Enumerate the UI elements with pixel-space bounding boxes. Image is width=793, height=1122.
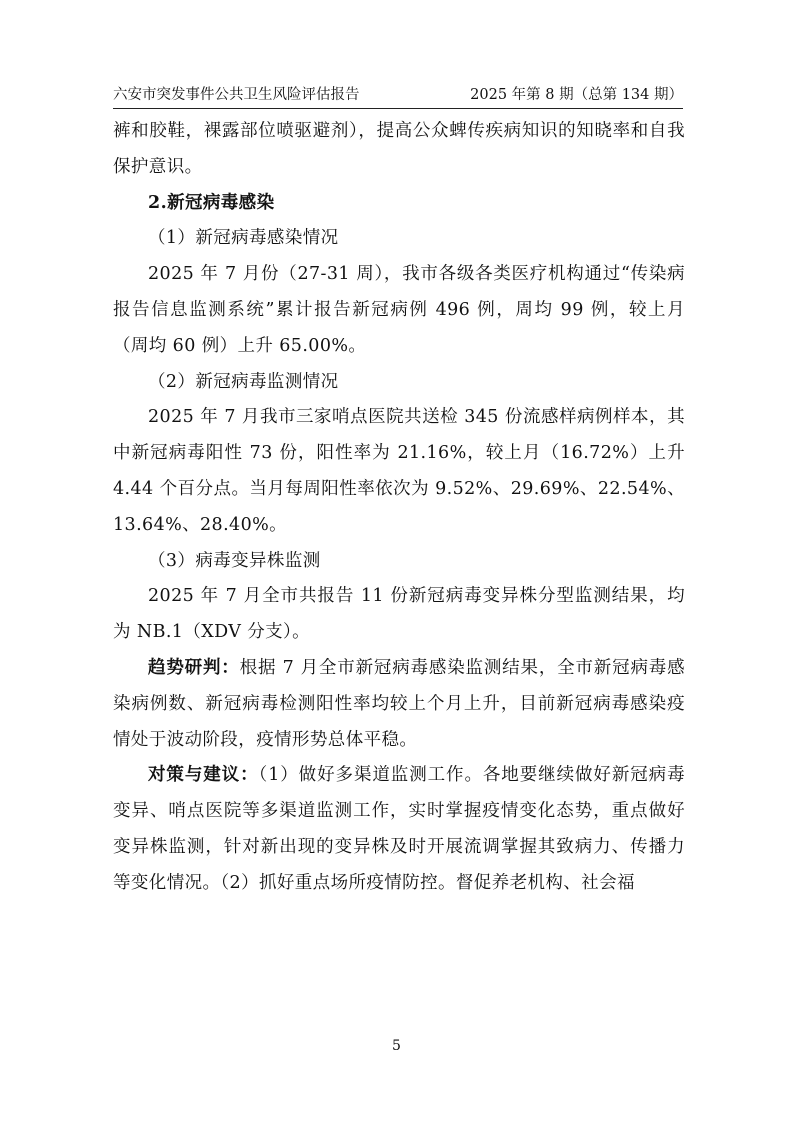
- issue-number-header: 2025 年第 8 期（总第 134 期）: [470, 87, 683, 103]
- subsection-heading-1: （1）新冠病毒感染情况: [148, 228, 339, 249]
- paragraph-continued: 裤和胶鞋，裸露部位喷驱避剂），提高公众蜱传疾病知识的知晓率和自我保护意识。: [113, 121, 685, 177]
- subsection-heading-3: （3）病毒变异株监测: [148, 550, 321, 571]
- page-number: 5: [392, 1038, 401, 1054]
- running-header: [113, 84, 683, 106]
- report-title-header: 六安市突发事件公共卫生风险评估报告: [113, 87, 360, 103]
- paragraph-surveillance-status: 2025 年 7 月我市三家哨点医院共送检 345 份流感样病例样本，其中新冠病毒阳性 73 份，阳性率为 21.16%，较上月（16.72%）上升 4.44 个百分点。当月每周阳性率依次为 9.52%、29.69%、22.54%、13.64%、28.40%。: [113, 407, 685, 535]
- section-heading: 2.新冠病毒感染: [148, 192, 275, 213]
- subsection-heading-2: （2）新冠病毒监测情况: [148, 371, 339, 392]
- advice-text: （1）做好多渠道监测工作。各地要继续做好新冠病毒变异、哨点医院等多渠道监测工作，实时掌握疫情变化态势，重点做好变异株监测，针对新出现的变异株及时开展流调掌握其致病力、传播力等变化情况。（2）抓好重点场所疫情防控。督促养老机构、社会福: [113, 765, 685, 893]
- trend-label: 趋势研判：: [148, 657, 240, 678]
- paragraph-trend-analysis: [113, 651, 685, 758]
- paragraph-variant-monitoring: 2025 年 7 月全市共报告 11 份新冠病毒变异株分型监测结果，均为 NB.1（XDV 分支）。: [113, 586, 685, 643]
- document-body: [113, 114, 685, 902]
- advice-label: 对策与建议：: [148, 765, 259, 786]
- paragraph-infection-status: 2025 年 7 月份（27-31 周），我市各级各类医疗机构通过“传染病报告信息监测系统”累计报告新冠病例 496 例，周均 99 例，较上月（周均 60 例）上升 65.00%。: [113, 264, 685, 356]
- header-divider: [113, 108, 683, 109]
- paragraph-recommendations: [113, 758, 685, 901]
- trend-text: 根据 7 月全市新冠病毒感染监测结果，全市新冠病毒感染病例数、新冠病毒检测阳性率均较上个月上升，目前新冠病毒感染疫情处于波动阶段，疫情形势总体平稳。: [113, 657, 686, 750]
